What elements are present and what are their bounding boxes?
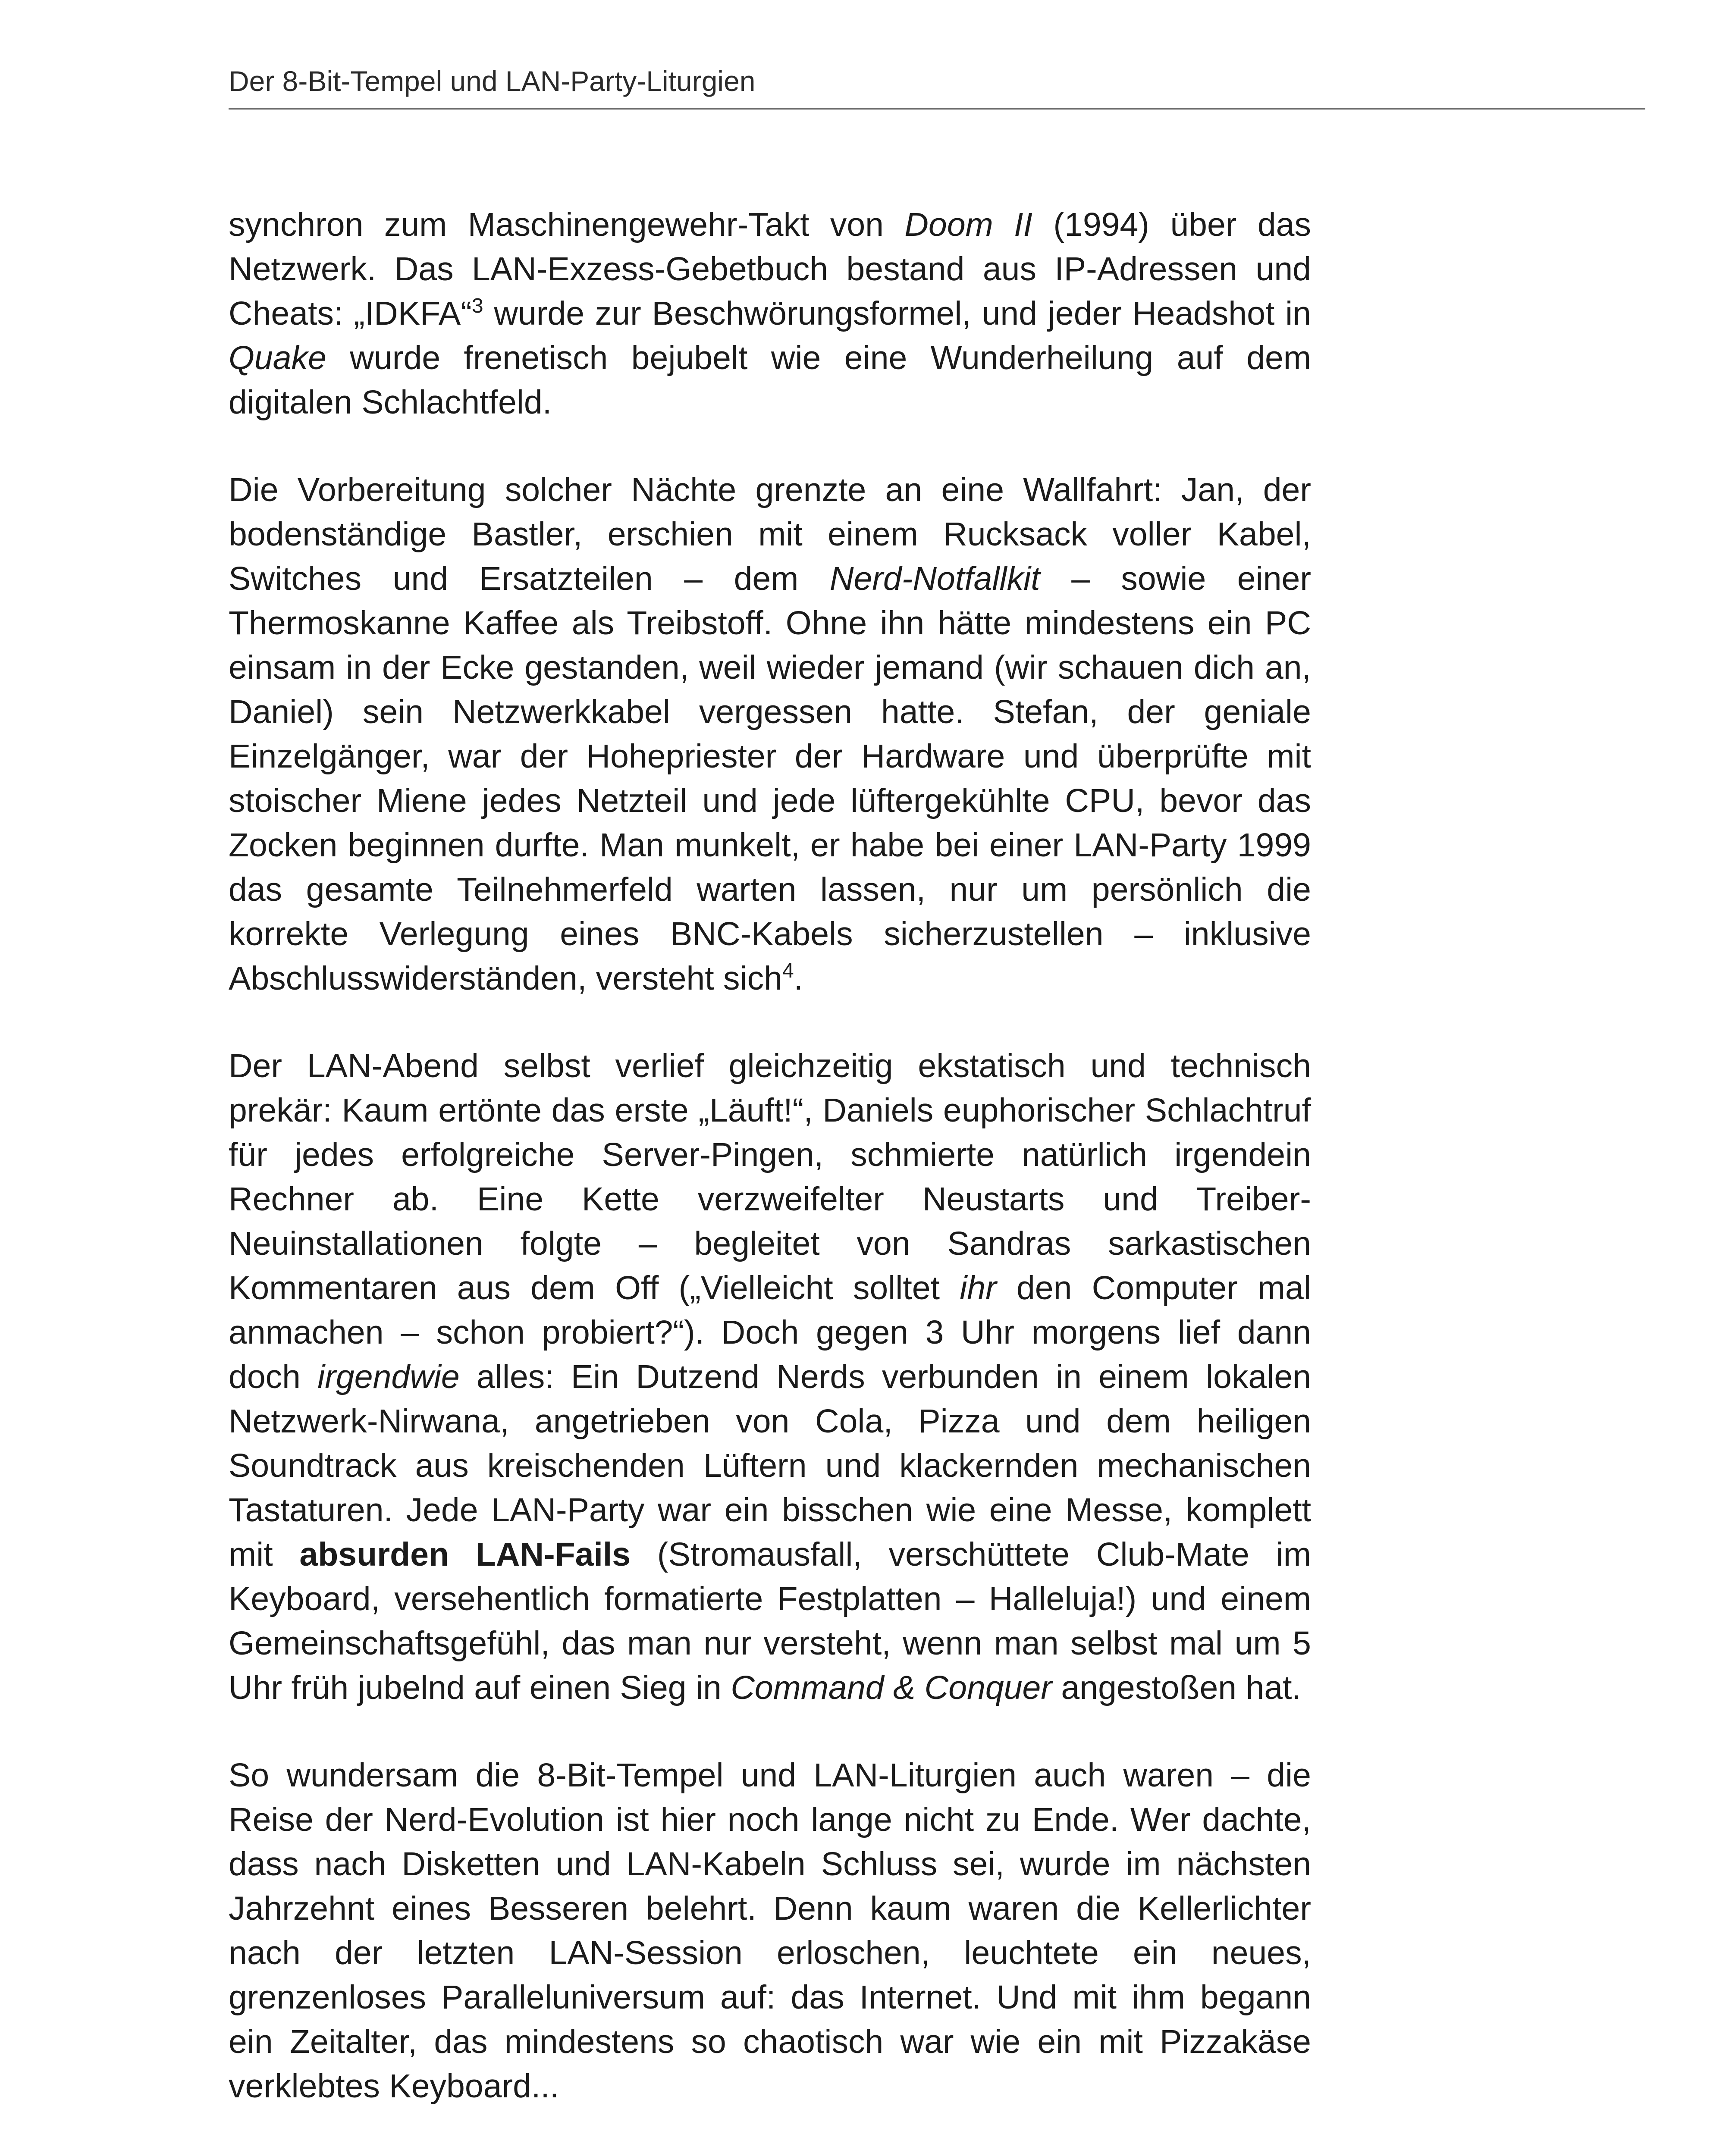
bold-text: absurden LAN-Fails (299, 1536, 631, 1573)
paragraph (229, 203, 1311, 425)
italic-text: Doom II (904, 206, 1032, 243)
paragraph (229, 1044, 1311, 1710)
text-run: wurde zur Beschwörungsformel, und jeder Headshot in (483, 295, 1311, 332)
paragraph (229, 468, 1311, 1001)
running-title: Der 8-Bit-Tempel und LAN-Party-Liturgien (229, 65, 756, 97)
body-text (229, 203, 1311, 2152)
text-run: den Computer mal anmachen – schon probiert?“). Doch gegen 3 Uhr morgens lief dann doch (229, 1269, 1311, 1395)
footnote-marker: 4 (782, 959, 794, 982)
footnote-marker: 3 (471, 295, 483, 317)
text-run: (1994) über das Netzwerk. Das LAN-Exzess-Gebetbuch bestand aus IP-Adressen und Cheats: „IDKFA“ (229, 206, 1311, 332)
italic-text: Nerd-Notfallkit (829, 560, 1040, 597)
text-run: Der LAN-Abend selbst verlief gleichzeitig ekstatisch und technisch prekär: Kaum ertönte das erste „Läuft!“, Daniels euphorischer Schlachtruf für jedes erfolgreiche Server-Pingen, schmierte natürlich irgendein Rechner ab. Eine Kette verzweifelter Neustarts und Treiber-Neuinstallationen folgte – begleitet von Sandras sarkastischen Kommentaren aus dem Off („Vielleicht solltet (229, 1047, 1311, 1307)
italic-text: Command & Conquer (731, 1669, 1052, 1706)
running-header (229, 60, 1645, 110)
text-run: – sowie einer Thermoskanne Kaffee als Treibstoff. Ohne ihn hätte mindestens ein PC einsam in der Ecke gestanden, weil wieder jemand (wir schauen dich an, Daniel) sein Netzwerkkabel vergessen hatte. Stefan, der geniale Einzelgänger, war der Hohepriester der Hardware und überprüfte mit stoischer Miene jedes Netzteil und jede lüftergekühlte CPU, bevor das Zocken beginnen durfte. Man munkelt, er habe bei einer LAN-Party 1999 das gesamte Teilnehmerfeld warten lassen, nur um persönlich die korrekte Verlegung eines BNC-Kabels sicherzustellen – inklusive Abschlusswiderständen, versteht sich (229, 560, 1311, 997)
italic-text: ihr (960, 1269, 997, 1307)
italic-text: Quake (229, 339, 326, 376)
text-run: synchron zum Maschinengewehr-Takt von (229, 206, 905, 243)
text-run: alles: Ein Dutzend Nerds verbunden in einem lokalen Netzwerk-Nirwana, angetrieben von Cola, Pizza und dem heiligen Soundtrack aus kreischenden Lüftern und klackernden mechanischen Tastaturen. Jede LAN-Party war ein bisschen wie eine Messe, komplett mit (229, 1358, 1311, 1573)
text-run: Die Vorbereitung solcher Nächte grenzte an eine Wallfahrt: Jan, der bodenständige Bastler, erschien mit einem Rucksack voller Kabel, Switches und Ersatzteilen – dem (229, 471, 1311, 597)
text-run: wurde frenetisch bejubelt wie eine Wunderheilung auf dem digitalen Schlachtfeld. (229, 339, 1311, 421)
text-run: So wundersam die 8-Bit-Tempel und LAN-Liturgien auch waren – die Reise der Nerd-Evolution ist hier noch lange nicht zu Ende. Wer dachte, dass nach Disketten und LAN-Kabeln Schluss sei, wurde im nächsten Jahrzehnt eines Besseren belehrt. Denn kaum waren die Kellerlichter nach der letzten LAN-Session erloschen, leuchtete ein neues, grenzenloses Paralleluniversum auf: das Internet. Und mit ihm begann ein Zeitalter, das mindestens so chaotisch war wie ein mit Pizzakäse verklebtes Keyboard... (229, 1757, 1311, 2105)
paragraph (229, 1753, 1311, 2109)
text-run: angestoßen hat. (1052, 1669, 1301, 1706)
italic-text: irgendwie (317, 1358, 460, 1395)
text-run: (Stromausfall, verschüttete Club-Mate im Keyboard, versehentlich formatierte Festplatten – Halleluja!) und einem Gemeinschaftsgefühl, das man nur versteht, wenn man selbst mal um 5 Uhr früh jubelnd auf einen Sieg in (229, 1536, 1311, 1706)
text-run: . (794, 960, 803, 997)
